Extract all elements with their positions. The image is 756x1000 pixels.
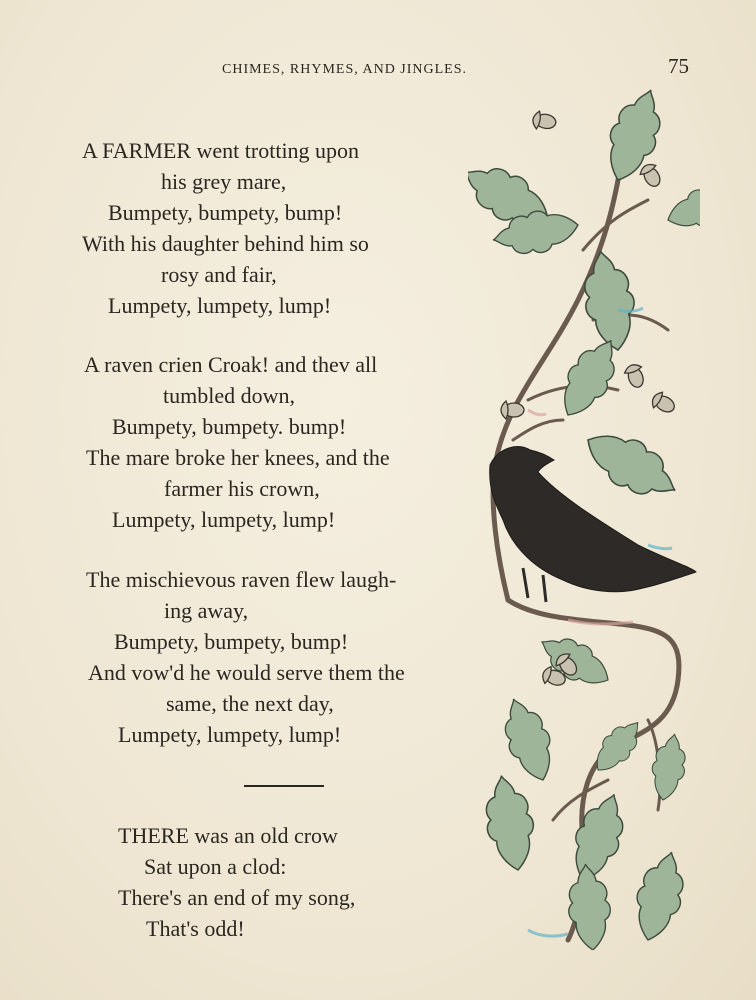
poem-line: tumbled down, (163, 383, 295, 408)
section-divider (244, 785, 324, 787)
poem-line: farmer his crown, (164, 476, 320, 501)
raven (490, 446, 696, 602)
poem-line: Lumpety, lumpety, lump! (118, 722, 342, 747)
poem-line: Bumpety, bumpety. bump! (112, 414, 347, 439)
poem-line: THERE was an old crow (118, 823, 338, 848)
poem-line: The mare broke her knees, and the (86, 445, 390, 470)
poem-line: And vow'd he would serve them the (88, 660, 405, 685)
poem-line: That's odd! (146, 916, 245, 941)
poem-line: Lumpety, lumpety, lump! (112, 507, 336, 532)
poem-line: his grey mare, (161, 169, 287, 194)
poem-line: Lumpety, lumpety, lump! (108, 293, 332, 318)
poem-line: With his daughter behind him so (82, 231, 369, 256)
poem-line: A raven crien Croak! and thev all (84, 352, 378, 377)
poem-line: Bumpety, bumpety, bump! (114, 629, 349, 654)
poem-line: There's an end of my song, (118, 885, 356, 910)
poem-line: same, the next day, (166, 691, 334, 716)
poem-line: Bumpety, bumpety, bump! (108, 200, 343, 225)
poem-line: rosy and fair, (161, 262, 277, 287)
poem-line: The mischievous raven flew laugh- (86, 567, 397, 592)
poem-line: Sat upon a clod: (144, 854, 287, 879)
running-head: CHIMES, RHYMES, AND JINGLES. (222, 62, 468, 77)
poem-line: A FARMER went trotting upon (82, 138, 360, 163)
raven-oak-illustration (468, 80, 700, 950)
poem-line: ing away, (164, 598, 249, 623)
page-number: 75 (668, 54, 689, 78)
